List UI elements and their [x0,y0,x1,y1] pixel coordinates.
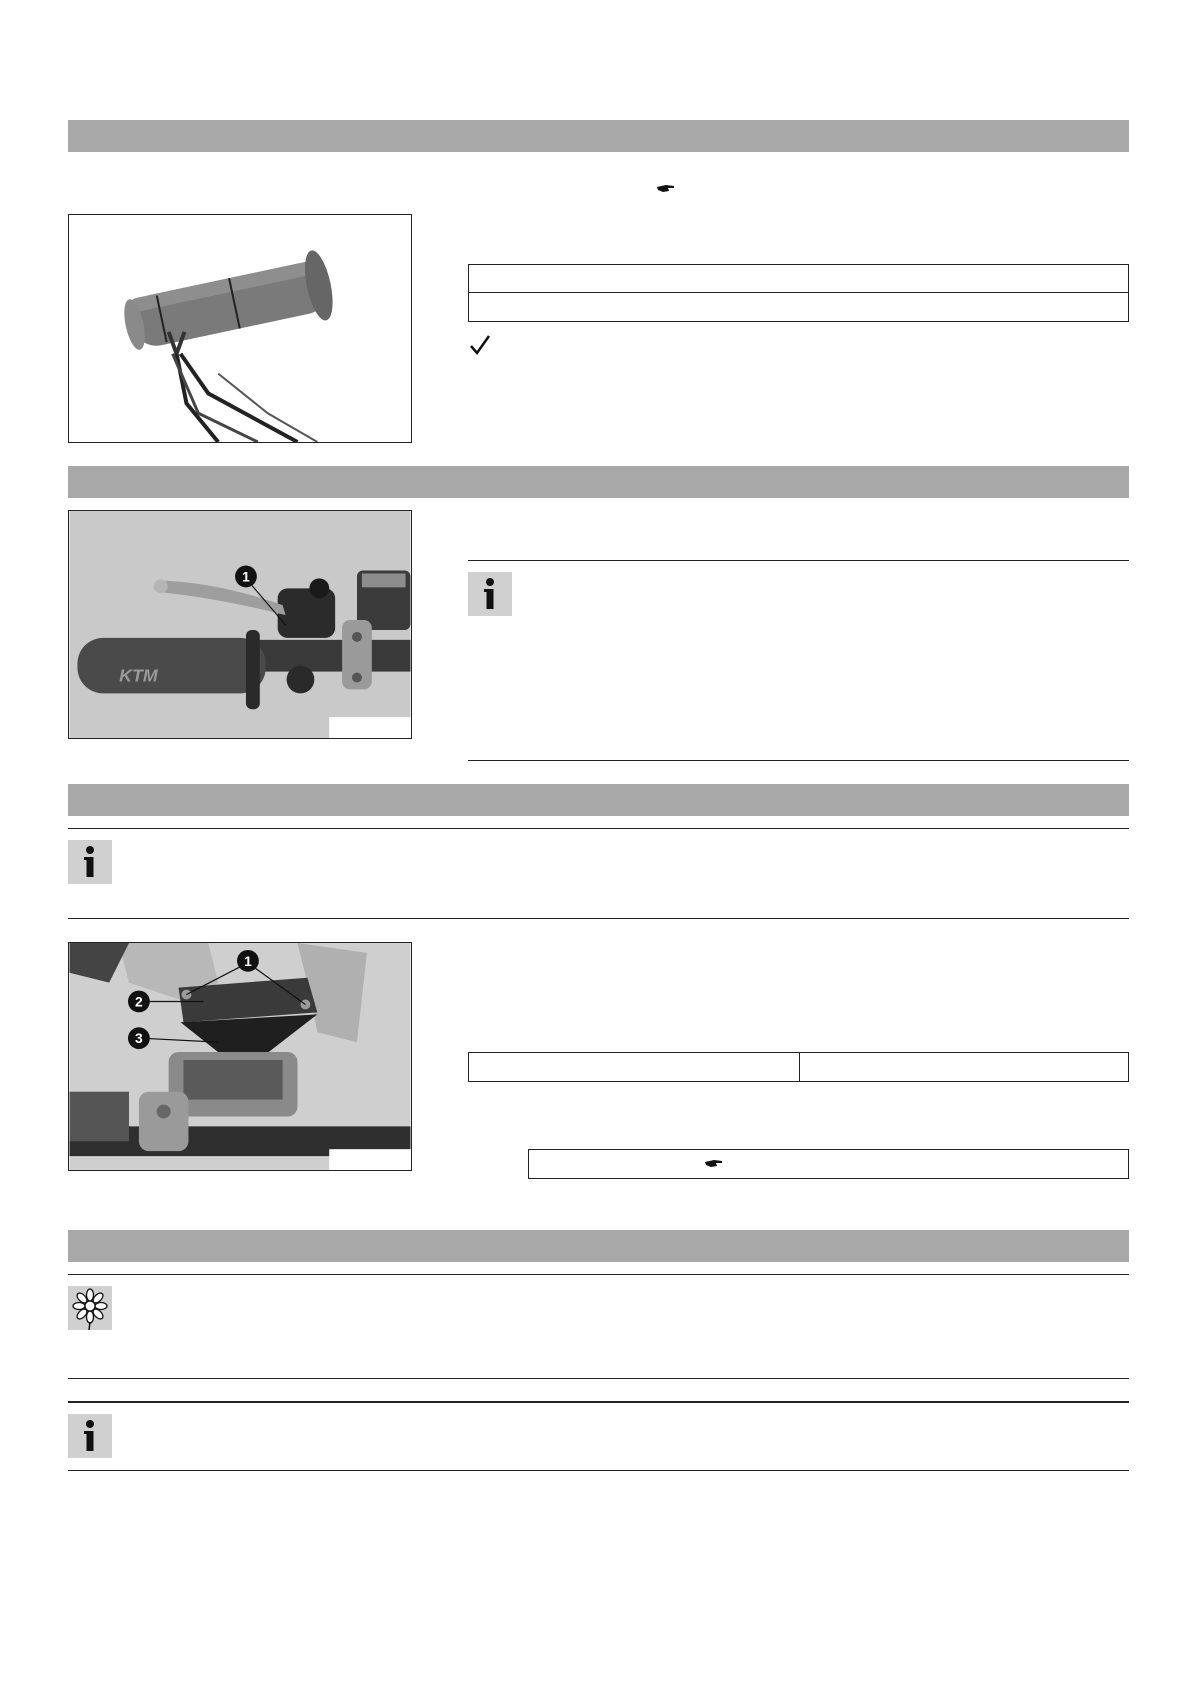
brake-lever-photo [69,511,411,738]
grip-brand-logo: KTM [119,665,158,686]
pointing-hand-icon [657,183,675,193]
svg-text:2: 2 [135,993,143,1010]
reservoir-cover-photo [69,943,411,1170]
info-icon [68,840,112,884]
pointing-hand-icon [705,1158,723,1168]
figure-code-box [329,1149,410,1170]
info-rule-top [68,828,1129,829]
info-icon [468,572,512,616]
info2-rule-top [68,1401,1129,1403]
table-cell [800,1053,1128,1081]
svg-text:3: 3 [135,1030,143,1047]
fluid-spec-table [468,1052,1129,1082]
grip-pliers-photo [69,215,411,442]
reservoir-figure [68,942,412,1171]
section-header-bar-1 [68,120,1129,152]
svg-text:1: 1 [242,568,250,585]
environment-rule-top [68,1274,1129,1275]
table-cell [469,1053,800,1081]
table-row [469,265,1128,292]
figure-code-box [329,717,410,738]
info2-rule-bottom [68,1470,1129,1471]
info-icon [68,1414,112,1458]
environment-flower-icon [68,1286,112,1330]
section-header-bar-4 [68,1230,1129,1262]
info-rule-bottom [68,918,1129,919]
brake-lever-figure [68,510,412,739]
grip-spec-table [468,264,1129,322]
section-header-bar-2 [68,466,1129,498]
fluid-reference-table [528,1149,1129,1179]
table-row [469,292,1128,319]
svg-text:1: 1 [244,952,252,969]
note-rule-bottom [468,760,1129,761]
check-icon [468,333,492,357]
environment-rule-bottom [68,1378,1129,1379]
note-rule-top [468,560,1129,561]
grip-figure [68,214,412,443]
section-header-bar-3 [68,784,1129,816]
